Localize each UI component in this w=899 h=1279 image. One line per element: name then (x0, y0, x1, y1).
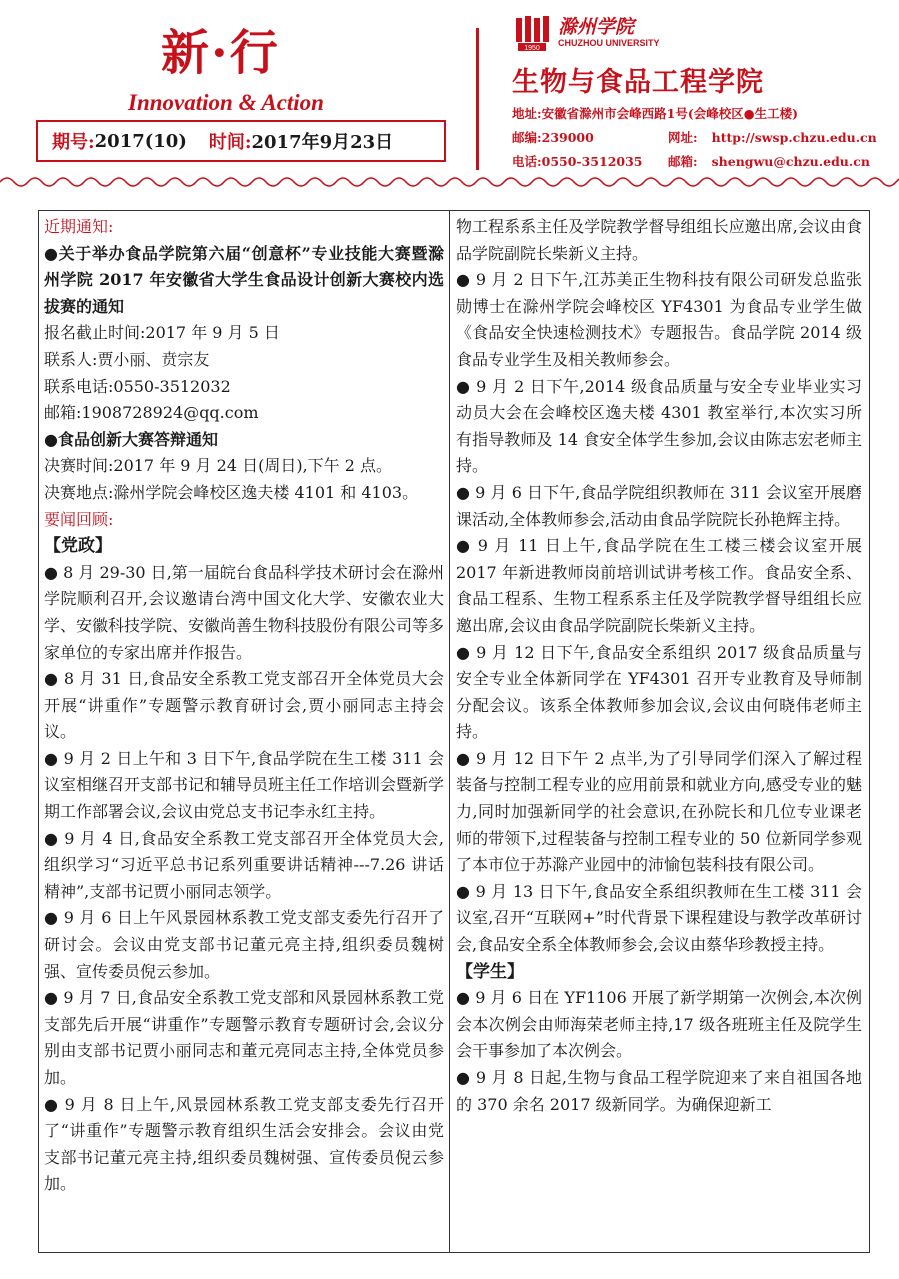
phone-line: 电话:0550-3512035 (512, 154, 643, 169)
right-column (456, 214, 862, 1250)
left-paragraph: 【党政】 (44, 536, 112, 557)
left-paragraph: ● 9 月 7 日,食品安全系教工党支部和风景园林系教工党支部先后开展“讲重作”专题警示教育专题研讨会,会议分别由支部书记贾小丽同志和董元亮同志主持,全体党员参加。 (44, 988, 444, 1087)
website-line: 网址: http://swsp.chzu.edu.cn (668, 130, 877, 145)
right-paragraph: ● 9 月 12 日下午,食品安全系组织 2017 级食品质量与安全专业全体新同学在 YF4301 召开专业教育及导师制分配会议。该系全体教师参加会议,会议由何晓伟老师主持。 (456, 642, 862, 742)
left-paragraph: 报名截止时间:2017 年 9 月 5 日 (44, 323, 280, 343)
left-paragraph: ● 9 月 2 日上午和 3 日下午,食品学院在生工楼 311 会议室相继召开支部书记和辅导员班主任工作培训会暨新学期工作部署会议,会议由党总支书记李永红主持。 (44, 748, 444, 822)
right-paragraph: 【学生】 (456, 961, 524, 982)
right-paragraph: ● 9 月 6 日在 YF1106 开展了新学期第一次例会,本次例会本次例会由师海荣老师主持,17 级各班班主任及院学生会干事参加了本次例会。 (456, 988, 862, 1061)
left-paragraph: 联系人:贾小丽、贲宗友 (44, 349, 210, 369)
right-paragraph: ● 9 月 2 日下午,2014 级食品质量与安全专业毕业实习动员大会在会峰校区逸夫楼 4301 教室举行,本次实习所有指导教师及 14 食安全体学生参加,会议由陈志宏老师主持。 (456, 376, 862, 476)
svg-text:1950: 1950 (524, 45, 540, 52)
left-paragraph: 决赛时间:2017 年 9 月 24 日(周日),下午 2 点。 (44, 456, 393, 476)
column-divider (449, 210, 450, 1253)
issue-info-box (36, 120, 446, 162)
right-paragraph: ● 9 月 2 日下午,江苏美正生物科技有限公司研发总监张勋博士在滁州学院会峰校区 YF4301 为食品专业学生做《食品安全快速检测技术》专题报告。食品学院 2014 级食品专业学生及相关教师参会。 (456, 270, 862, 369)
university-name: 滁州学院 (558, 16, 635, 38)
address-line: 地址:安徽省滁州市会峰西路1号(会峰校区●生工楼) (512, 106, 799, 121)
left-paragraph: ● 9 月 8 日上午,风景园林系教工党支部支委先行召开了“讲重作”专题警示教育组织生活会安排会。会议由党支部书记董元亮主持,组织委员魏树强、宣传委员倪云参加。 (44, 1094, 444, 1194)
left-paragraph: ● 9 月 6 日上午风景园林系教工党支部支委先行召开了研讨会。会议由党支部书记董元亮主持,组织委员魏树强、宣传委员倪云参加。 (44, 908, 444, 981)
issue-value: 2017(10) (94, 130, 187, 152)
left-paragraph: 邮箱:1908728924@qq.com (44, 403, 259, 423)
left-paragraph: ●食品创新大赛答辩通知 (44, 429, 218, 449)
right-paragraph: ● 9 月 11 日上午,食品学院在生工楼三楼会议室开展 2017 年新进教师岗前培训试讲考核工作。食品安全系、食品工程系、生物工程系系主任及学院教学督导组组长应邀出席,会议由食品学院副院长柴新义主持。 (456, 536, 862, 635)
right-paragraph: 物工程系系主任及学院教学督导组组长应邀出席,会议由食品学院副院长柴新义主持。 (456, 217, 862, 263)
date-value: 2017年9月23日 (251, 132, 394, 153)
left-paragraph: 要闻回顾: (44, 509, 114, 529)
left-paragraph: 决赛地点:滁州学院会峰校区逸夫楼 4101 和 4103。 (44, 482, 419, 502)
left-paragraph: ● 9 月 4 日,食品安全系教工党支部召开全体党员大会,组织学习“习近平总书记系列重要讲话精神---7.26 讲话精神”,支部书记贾小丽同志领学。 (44, 828, 444, 901)
college-name: 生物与食品工程学院 (512, 67, 764, 98)
postcode-line: 邮编:239000 (512, 130, 594, 145)
left-paragraph: 联系电话:0550-3512032 (44, 376, 231, 396)
masthead-left (36, 10, 456, 170)
left-column (44, 214, 444, 1250)
newsletter-title: 新·行 (161, 25, 280, 81)
left-paragraph: ● 8 月 31 日,食品安全系教工党支部召开全体党员大会开展“讲重作”专题警示教育研讨会,贾小丽同志主持会议。 (44, 669, 444, 742)
university-name-en: CHUZHOU UNIVERSITY (558, 38, 660, 48)
right-paragraph: ● 9 月 13 日下午,食品安全系组织教师在生工楼 311 会议室,召开“互联网+”时代背景下课程建设与教学改革研讨会,食品安全系全体教师参会,会议由蔡华珍教授主持。 (456, 881, 862, 955)
left-paragraph: ● 8 月 29-30 日,第一届皖台食品科学技术研讨会在滁州学院顺利召开,会议邀请台湾中国文化大学、安徽农业大学、安徽科技学院、安徽尚善生物科技股份有限公司等多家单位的专家出席并作报告。 (44, 562, 444, 662)
university-logo-icon (512, 12, 552, 52)
date-label: 时间: (208, 132, 252, 153)
decorative-wave-border (0, 172, 899, 192)
newsletter-subtitle: Innovation & Action (128, 90, 324, 115)
masthead-right (512, 10, 892, 170)
issue-label: 期号: (52, 132, 95, 153)
right-paragraph: ● 9 月 12 日下午 2 点半,为了引导同学们深入了解过程装备与控制工程专业的应用前景和就业方向,感受专业的魅力,同时加强新同学的社会意识,在孙院长和几位专业课老师的带领下,过程装备与控制工程专业的 50 位新同学参观了本市位于苏滁产业园中的沛愉包装科技有限公司。 (456, 748, 862, 875)
left-paragraph: 近期通知: (44, 217, 114, 236)
email-line: 邮箱: shengwu@chzu.edu.cn (668, 154, 870, 169)
left-paragraph: ●关于举办食品学院第六届“创意杯”专业技能大赛暨滁州学院 2017 年安徽省大学生食品设计创新大赛校内选拔赛的通知 (44, 243, 444, 316)
right-paragraph: ● 9 月 8 日起,生物与食品工程学院迎来了来自祖国各地的 370 余名 2017 级新同学。为确保迎新工 (456, 1068, 862, 1114)
right-paragraph: ● 9 月 6 日下午,食品学院组织教师在 311 会议室开展磨课活动,全体教师参会,活动由食品学院院长孙艳辉主持。 (456, 482, 862, 529)
header-divider (476, 28, 479, 170)
